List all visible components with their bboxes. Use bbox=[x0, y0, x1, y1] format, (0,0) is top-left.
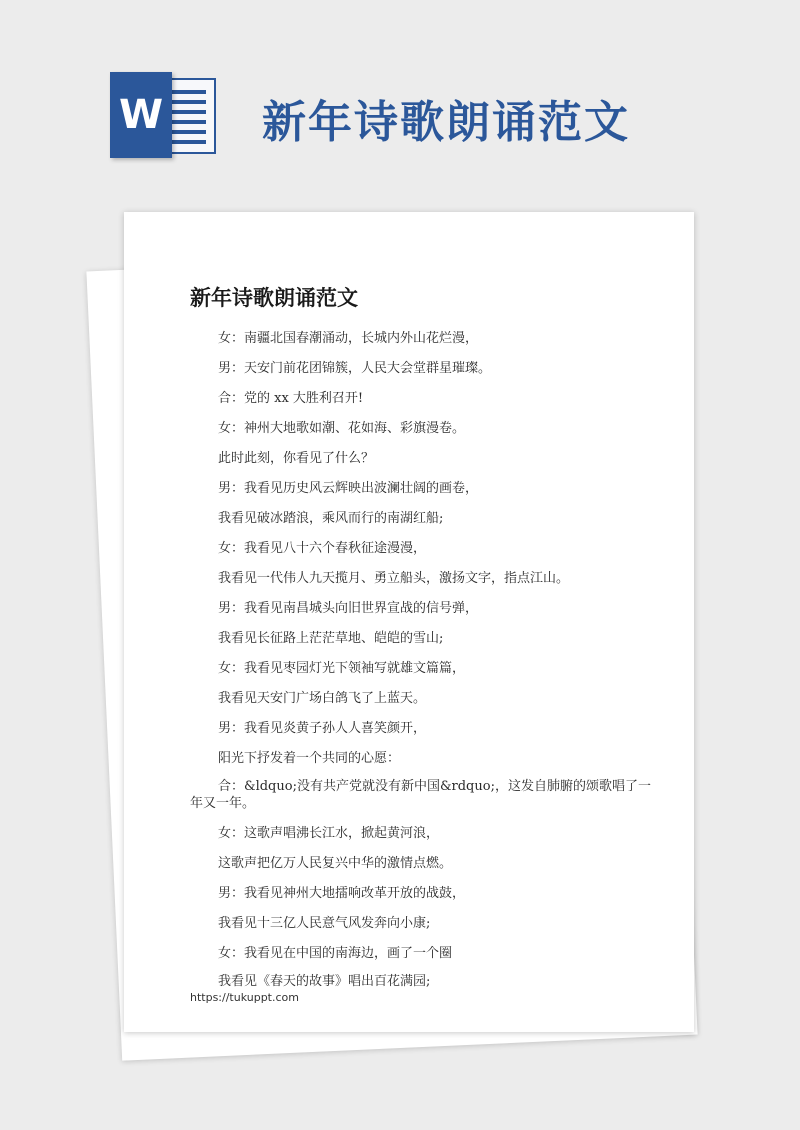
poem-line-11: 我看见长征路上茫茫草地、皑皑的雪山; bbox=[218, 631, 444, 646]
poem-line-15: 阳光下抒发着一个共同的心愿： bbox=[218, 751, 401, 766]
poem-line-17: 女：这歌声唱沸长江水，掀起黄河浪， bbox=[218, 826, 440, 841]
word-logo-icon bbox=[110, 72, 218, 158]
footer-url: https://tukuppt.com bbox=[190, 991, 299, 1004]
poem-line-18: 这歌声把亿万人民复兴中华的激情点燃。 bbox=[218, 856, 453, 871]
poem-line-7: 我看见破冰踏浪，乘风而行的南湖红船; bbox=[218, 511, 444, 526]
poem-line-2: 男：天安门前花团锦簇，人民大会堂群星璀璨。 bbox=[218, 361, 492, 376]
document-title: 新年诗歌朗诵范文 bbox=[190, 285, 358, 310]
poem-line-21: 女：我看见在中国的南海边，画了一个圈 bbox=[218, 946, 453, 961]
banner-title: 新年诗歌朗诵范文 bbox=[262, 97, 630, 148]
poem-line-13: 我看见天安门广场白鸽飞了上蓝天。 bbox=[218, 691, 427, 706]
poem-line-1: 女：南疆北国春潮涌动，长城内外山花烂漫， bbox=[218, 331, 479, 346]
poem-line-22: 我看见《春天的故事》唱出百花满园; bbox=[218, 974, 431, 989]
poem-line-16: 合：&ldquo;没有共产党就没有新中国&rdquo;，这发自肺腑的颂歌唱了一年又一年。 bbox=[190, 779, 651, 811]
poem-line-12: 女：我看见枣园灯光下领袖写就雄文篇篇， bbox=[218, 661, 466, 676]
poem-line-6: 男：我看见历史风云辉映出波澜壮阔的画卷， bbox=[218, 481, 479, 496]
poem-line-19: 男：我看见神州大地擂响改革开放的战鼓， bbox=[218, 886, 466, 901]
word-letter-badge: W bbox=[110, 72, 172, 158]
poem-line-14: 男：我看见炎黄子孙人人喜笑颜开， bbox=[218, 721, 427, 736]
poem-line-20: 我看见十三亿人民意气风发奔向小康; bbox=[218, 916, 431, 931]
poem-line-9: 我看见一代伟人九天揽月、勇立船头，激扬文字，指点江山。 bbox=[218, 571, 570, 586]
poem-line-8: 女：我看见八十六个春秋征途漫漫， bbox=[218, 541, 427, 556]
poem-line-5: 此时此刻，你看见了什么？ bbox=[218, 451, 375, 466]
poem-line-3: 合：党的 xx 大胜利召开! bbox=[218, 391, 364, 406]
poem-line-4: 女：神州大地歌如潮、花如海、彩旗漫卷。 bbox=[218, 421, 466, 436]
poem-line-10: 男：我看见南昌城头向旧世界宣战的信号弹， bbox=[218, 601, 479, 616]
